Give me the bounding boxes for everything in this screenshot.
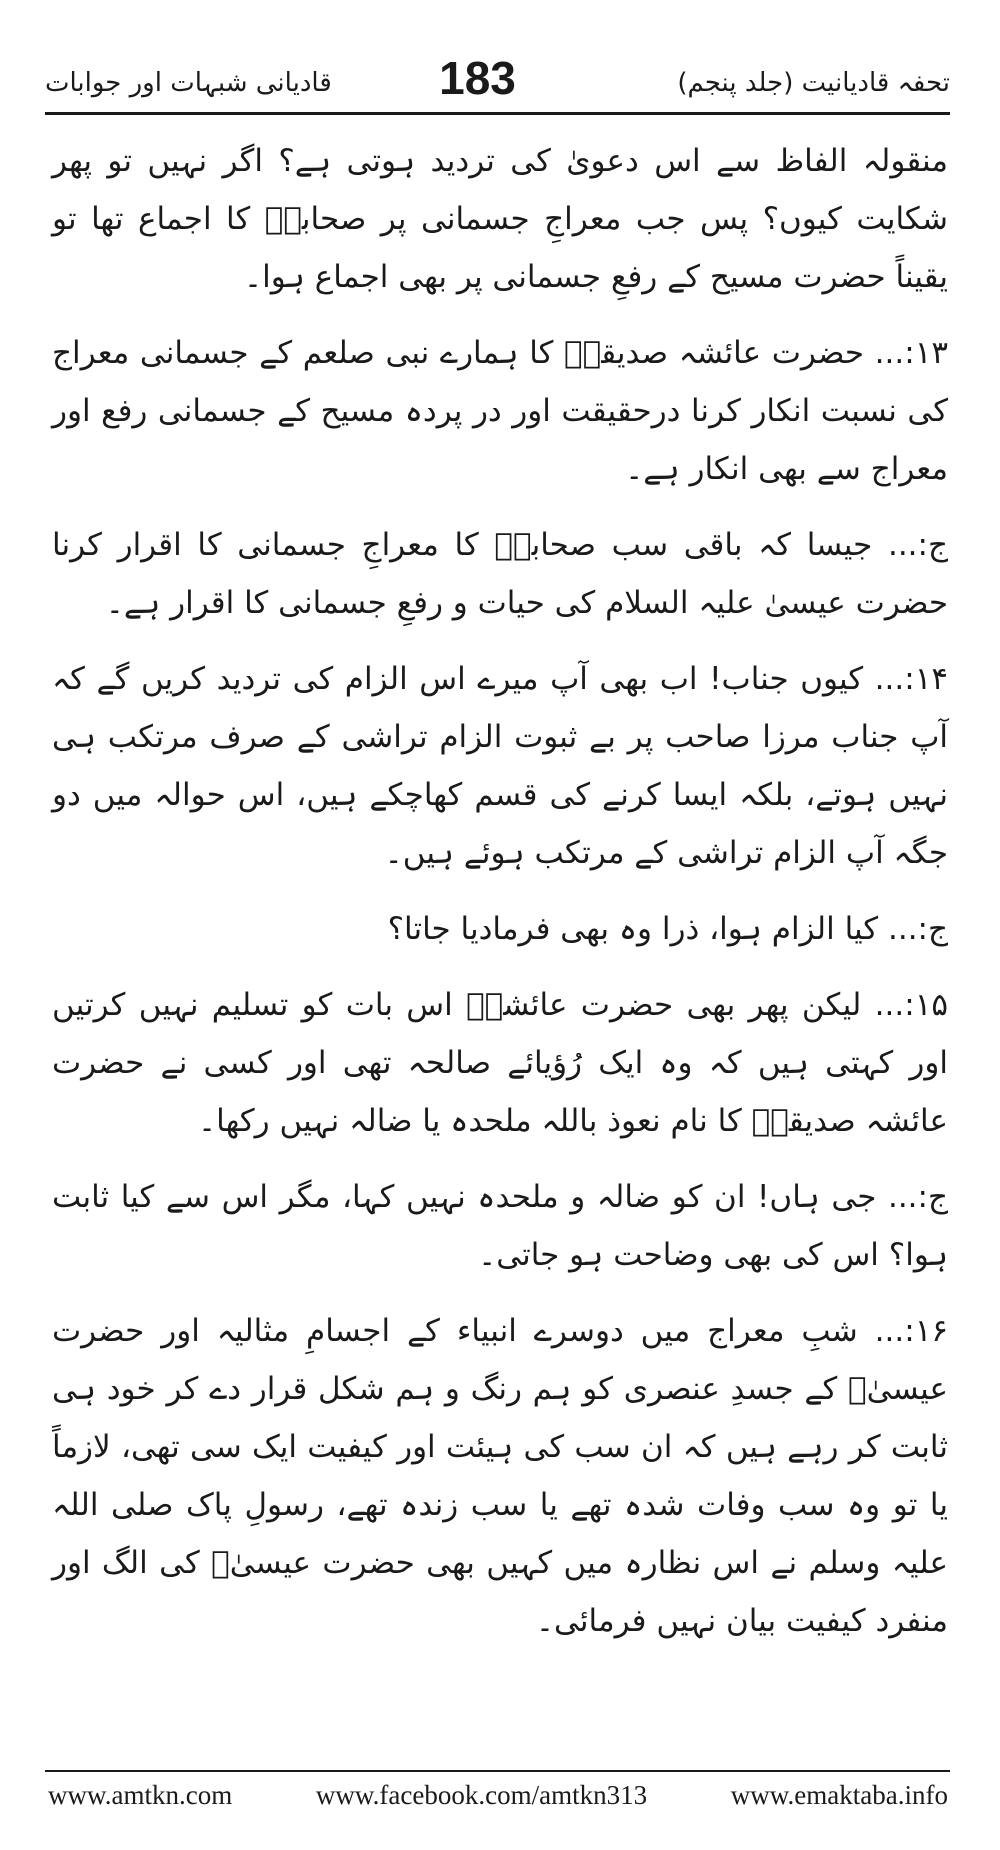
paragraph: ج:... جی ہاں! ان کو ضالہ و ملحدہ نہیں کہا، مگر اس سے کیا ثابت ہوا؟ اس کی بھی وضاحت ہو جاتی۔	[52, 1179, 948, 1273]
paragraph: ۱۳:... حضرت عائشہ صدیقہؓ کا ہمارے نبی صلعم کے جسمانی معراج کی نسبت انکار کرنا درحقیقت اور در پردہ مسیح کے جسمانی رفع اور معراج سے بھی انکار ہے۔	[52, 335, 948, 487]
paragraph: ۱۶:... شبِ معراج میں دوسرے انبیاء کے اجسامِ مثالیہ اور حضرت عیسیٰؑ کے جسدِ عنصری کو ہم رنگ و ہم شکل قرار دے کر خود ہی ثابت کر رہے ہیں کہ ان سب کی ہیئت اور کیفیت ایک سی تھی، لازماً یا تو وہ سب وفات شدہ تھے یا سب زندہ تھے، رسولِ پاک صلی اللہ علیہ وسلم نے اس نظارہ میں کہیں بھی حضرت عیسیٰؑ کی الگ اور منفرد کیفیت بیان نہیں فرمائی۔	[52, 1313, 948, 1639]
footer-divider	[45, 1770, 950, 1772]
page-header	[45, 50, 950, 110]
paragraph: ج:... کیا الزام ہوا، ذرا وہ بھی فرمادیا جاتا؟	[387, 911, 948, 947]
page-body	[52, 132, 948, 1668]
paragraph: ۱۴:... کیوں جناب! اب بھی آپ میرے اس الزام کی تردید کریں گے کہ آپ جناب مرزا صاحب پر بے ثبوت الزام تراشی کے صرف مرتکب ہی نہیں ہوتے، بلکہ ایسا کرنے کی قسم کھاچکے ہیں، اس حوالہ میں دو جگہ آپ الزام تراشی کے مرتکب ہوئے ہیں۔	[52, 661, 948, 871]
section-title: قادیانی شبہات اور جوابات	[45, 68, 332, 98]
page-number: 183	[439, 52, 516, 104]
footer-link-amtkn[interactable]: www.amtkn.com	[48, 1780, 233, 1810]
footer-link-emaktaba[interactable]: www.emaktaba.info	[730, 1780, 948, 1810]
paragraph: ۱۵:... لیکن پھر بھی حضرت عائشہؓ اس بات کو تسلیم نہیں کرتیں اور کہتی ہیں کہ وہ ایک رُؤیائے صالحہ تھی اور کسی نے حضرت عائشہ صدیقہؓ کا نام نعوذ باللہ ملحدہ یا ضالہ نہیں رکھا۔	[52, 987, 948, 1139]
paragraph: ج:... جیسا کہ باقی سب صحابہؓ کا معراجِ جسمانی کا اقرار کرنا حضرت عیسیٰ علیہ السلام کی حیات و رفعِ جسمانی کا اقرار ہے۔	[52, 527, 948, 621]
page-footer	[48, 1780, 948, 1820]
footer-link-facebook[interactable]: www.facebook.com/amtkn313	[315, 1780, 648, 1810]
book-title: تحفہ قادیانیت (جلد پنجم)	[677, 68, 950, 98]
header-divider	[45, 112, 950, 115]
paragraph: منقولہ الفاظ سے اس دعویٰ کی تردید ہوتی ہے؟ اگر نہیں تو پھر شکایت کیوں؟ پس جب معراجِ جسمانی پر صحابہؓ کا اجماع تھا تو یقیناً حضرت مسیح کے رفعِ جسمانی پر بھی اجماع ہوا۔	[52, 143, 948, 295]
